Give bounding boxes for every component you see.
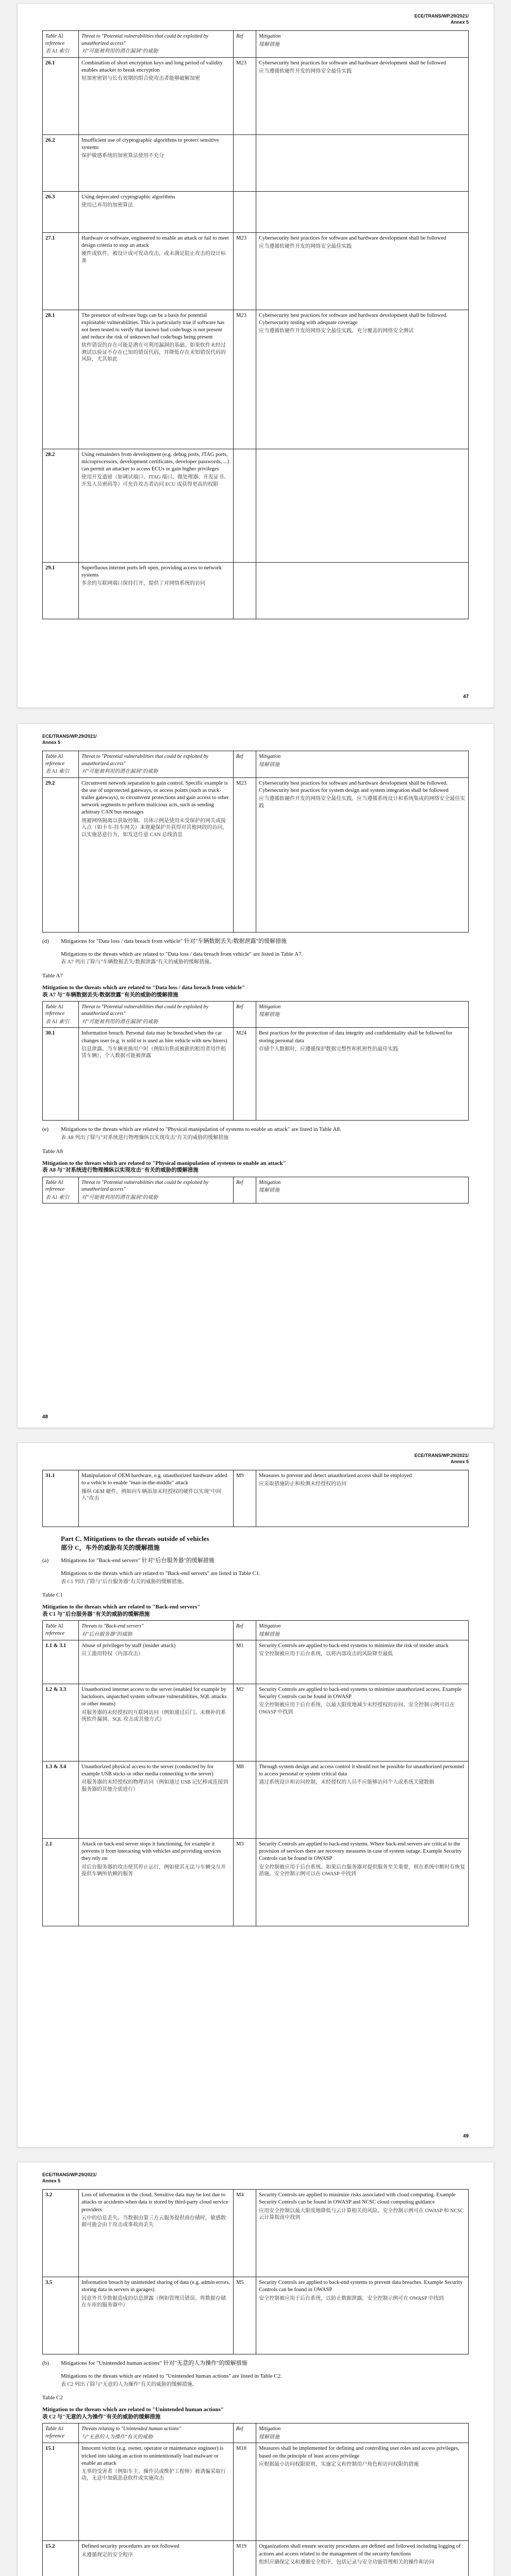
header-threat: Threat to "Potential vulnerabilities that could be exploited by unauthorized access" 对"可能被利用的潜在漏洞"的威胁 [79, 1177, 234, 1204]
row-mitigation: Measures shall be implemented for defining and controlling user roles and access privileges, based on the principle of least access privilege 应根据最小访问权限原则，实施定义和控制用户角色和访问权限的措施 [256, 2443, 469, 2541]
row-threat: Combination of short encryption keys and long period of validity enables attacker to break encryption 短加密密钥与长有效期的组合使攻击者能够破解加密 [79, 57, 234, 134]
table-header-row [43, 31, 469, 58]
row-threat: Attack on back-end server stops it functioning, for example it prevents it from interacting with vehicles and providing services they rely on 对后台服务器的攻击使其停止运行，例如使其无法与车辆交互并提供车辆所依赖的服务 [79, 1839, 234, 1926]
header-mitigation: Mitigation 缓解措施 [256, 2424, 469, 2443]
header-mitigation: Mitigation 缓解措施 [256, 751, 469, 778]
row-threat: Using deprecated cryptographic algorithms 使用已弃用的加密算法 [79, 191, 234, 232]
mitigation-table [42, 1470, 469, 1527]
table-number: Table A8 [42, 1148, 63, 1155]
mitigation-table-c2 [42, 2423, 469, 2576]
section-d-detail [42, 951, 469, 966]
table-row [43, 2443, 469, 2541]
row-ref: 3.5 [43, 2277, 79, 2354]
header-ref: Table A1 reference 表 A1 索引 [43, 31, 79, 58]
header-refno: Ref [234, 1001, 256, 1028]
row-threat: Manipulation of OEM hardware, e.g. unauthorized hardware added to a vehicle to enable "man-in-the-middle" attack 操纵 OEM 硬件，例如向车辆添加未经授权的硬件以实现"中间人"攻击 [79, 1470, 234, 1527]
section-number: (a) [42, 1557, 49, 1564]
table-row [43, 449, 469, 562]
row-ref: 15.2 [43, 2541, 79, 2576]
annex-label: Annex 5 [42, 2178, 61, 2184]
row-mitigation: Security Controls are applied to minimize risks associated with cloud computing. Example Security Controls can be found in OWASP and NCSC cloud computing guidance 应用安全控制以最大限度地降低与云计算相关的风险。安全控制示例可在 OWASP 和 NCSC 云计算指南中找到 [256, 2190, 469, 2277]
row-refno: M4 [234, 2190, 256, 2277]
row-mitigation: Measures to prevent and detect unauthorized access shall be employed 应采取措施防止和检测未经授权的访问 [256, 1470, 469, 1527]
row-mitigation: Cybersecurity best practices for software and hardware development shall be followed. Cybersecurity testing with adequate coverage 应当遵循软硬件开发的网络安全最佳实践。充分覆盖的网络安全测试 [256, 310, 469, 449]
header-threat: Threats relating to "Unintended human actions" 与"无意的人为操作"有关的威胁 [79, 2424, 234, 2443]
row-ref: 2.1 [43, 1839, 79, 1926]
row-refno: M18 [234, 2443, 256, 2541]
row-threat: Innocent victim (e.g. owner, operator or maintenance engineer) is tricked into taking an action to unintentionally load malware or enable an attack 无辜的受害者（例如车主、操作员或维护工程师）被诱骗采取行动，无意中加载恶意软件或实施攻击 [79, 2443, 234, 2541]
header-ref: Table A1 reference 表 A1 索引 [43, 751, 79, 778]
row-mitigation: Security Controls are applied to back-end systems to minimize unauthorized access. Example Security Controls can be found in OWASP 安全控制被应用于后台系统，以最大限度地减少未经授权的访问。安全控制示例可以在 OWASP 中找到 [256, 1684, 469, 1761]
header-threat: Threats to "Back-end servers" 对"后台服务器"的威胁 [79, 1621, 234, 1640]
row-threat: Circumvent network separation to gain control. Specific example is the use of unprotected gateways, or access points (such as truck-trailer gateways), to circumvent protections and gain access to other network segments to perform malicious acts, such as sending arbitrary CAN bus messages 规避网络隔离以获取控制。具体示例是使用未受保护的网关或接入点（如卡车-挂车网关）来规避保护并获得对其他网段的访问，以实施恶意行为，如发送任意 CAN 总线消息 [79, 777, 234, 932]
row-refno: M5 [234, 2277, 256, 2354]
row-ref: 30.1 [43, 1028, 79, 1121]
row-ref: 1.2 & 3.3 [43, 1684, 79, 1761]
header-mitigation: Mitigation 缓解措施 [256, 31, 469, 58]
row-refno: M24 [234, 1028, 256, 1121]
row-ref: 15.1 [43, 2443, 79, 2541]
section-text: Mitigations to the threats which are related to "Unintended human actions" are listed in Table C2. 表 C2 列出了除与"无意的人为操作"有关的威胁的缓解措施。 [61, 2373, 282, 2387]
header-refno: Ref [234, 2424, 256, 2443]
header-threat: Threat to "Potential vulnerabilities that could be exploited by unauthorized access" 对"可能被利用的潜在漏洞"的威胁 [79, 1001, 234, 1028]
row-ref: 1.1 & 3.1 [43, 1640, 79, 1684]
document-page-4 [17, 2162, 494, 2576]
section-d [42, 938, 469, 945]
section-a [42, 1557, 469, 1565]
row-threat: Superfluous internet ports left open, providing access to network systems 多余的互联网端口保持打开，提供了对网络系统的访问 [79, 562, 234, 619]
row-mitigation [256, 562, 469, 619]
row-mitigation: Cybersecurity best practices for software and hardware development shall be followed. Cybersecurity best practices for system design and system integration shall be followed 应当遵循软硬件开发的网络安全最佳实践。应当遵循系统设计和系统集成的网络安全最佳实践 [256, 777, 469, 932]
section-number: (b) [42, 2360, 49, 2367]
table-title: Mitigation to the threats which are related to "Data loss / data breach from vehicle" [42, 984, 245, 991]
table-row [43, 310, 469, 449]
section-indent [42, 951, 61, 966]
row-ref: 26.3 [43, 191, 79, 232]
table-title-cn: 表 A8 与"对系统进行物理操纵以实现攻击"有关的威胁的缓解措施 [42, 1167, 199, 1174]
header-ref: Table A1 reference 表 A1 索引 [43, 1001, 79, 1028]
row-ref: 3.2 [43, 2190, 79, 2277]
section-text: Mitigations for "Data loss / data breach from vehicle" 针对"车辆数据丢失/数据泄露"的缓解措施 [61, 938, 287, 944]
table-number: Table C1 [42, 1592, 63, 1599]
document-page-3 [17, 1443, 494, 2147]
row-refno: M2 [234, 1684, 256, 1761]
row-mitigation: Best practices for the protection of data integrity and confidentiality shall be followed for storing personal data 存储个人数据时，应遵循保护数据完整性和机密性的最佳实践 [256, 1028, 469, 1121]
section-b-detail [42, 2372, 469, 2388]
row-ref: 28.1 [43, 310, 79, 449]
header-refno: Ref [234, 1177, 256, 1204]
row-mitigation: Organizations shall ensure security procedures are defined and followed including logging of actions and access related to the management of the security functions 组织应确保定义和遵循安全程序，包括记录与安全功能管理相关的操作和访问 [256, 2541, 469, 2576]
header-mitigation: Mitigation 缓解措施 [256, 1621, 469, 1640]
row-threat: Unauthorized internet access to the server (enabled for example by backdoors, unpatched system software vulnerabilities, SQL attacks or other means) 对服务器的未经授权的互联网访问（例如通过后门、未修补的系统软件漏洞、SQL 攻击或其他方式） [79, 1684, 234, 1761]
page-number: 48 [42, 1414, 48, 1420]
header-refno: Ref [234, 1621, 256, 1640]
table-title-cn: 表 C2 与"无意的人为操作"有关的威胁的缓解措施 [42, 2414, 161, 2420]
row-refno: M3 [234, 1839, 256, 1926]
table-row [43, 232, 469, 310]
document-code: ECE/TRANS/WP.29/2021/ [42, 734, 97, 739]
row-threat: Unauthorized physical access to the server (conducted by for example USB sticks or other media connecting to the server) 对服务器的未经授权的物理访问（例如通过 USB 记忆棒或连接到服务器的其他介质进行） [79, 1761, 234, 1839]
table-header-row [43, 751, 469, 778]
table-row [43, 134, 469, 191]
table-row [43, 2190, 469, 2277]
table-header-row [43, 2424, 469, 2443]
mitigation-table-a8 [42, 1177, 469, 1204]
row-refno [234, 134, 256, 191]
table-row [43, 1839, 469, 1926]
table-title: Mitigation to the threats which are related to "Back-end servers" [42, 1604, 201, 1611]
row-refno: M8 [234, 1761, 256, 1839]
row-ref: 27.1 [43, 232, 79, 310]
row-threat: Insufficient use of cryptographic algorithms to protect sensitive systems 保护敏感系统的加密算法使用不充分 [79, 134, 234, 191]
row-ref: 1.3 & 3.4 [43, 1761, 79, 1839]
row-refno: M23 [234, 57, 256, 134]
header-refno: Ref [234, 31, 256, 58]
header-mitigation: Mitigation 缓解措施 [256, 1177, 469, 1204]
document-code: ECE/TRANS/WP.29/2021/ [42, 2172, 97, 2177]
row-ref: 26.2 [43, 134, 79, 191]
table-title: Mitigation to the threats which are related to "Unintended human actions" [42, 2406, 224, 2413]
header-ref: Table A1 reference 表 A1 索引 [43, 1177, 79, 1204]
header-ref: Table A1 reference [43, 1621, 79, 1640]
table-row [43, 57, 469, 134]
row-mitigation: Cybersecurity best practices for software and hardware development shall be followed 应当遵循软硬件开发的网络安全最佳实践 [256, 232, 469, 310]
annex-label: Annex 5 [42, 740, 61, 745]
row-mitigation: Security Controls are applied to back-end systems to minimize the risk of insider attack 安全控制被应用于后台系统，以将内部攻击的风险降至最低 [256, 1640, 469, 1684]
section-text: Mitigations for "Unintended human actions" 针对"无意的人为操作"的缓解措施 [61, 2360, 248, 2367]
table-number: Table C2 [42, 2395, 63, 2401]
row-refno: M23 [234, 777, 256, 932]
row-mitigation: Through system design and access control it should not be possible for unauthorized personnel to access personal or system critical data 通过系统设计和访问控制，未经授权的人员不应能够访问个人或系统关键数据 [256, 1761, 469, 1839]
running-header [42, 1452, 469, 1465]
row-refno: M9 [234, 1470, 256, 1527]
table-header-row [43, 1001, 469, 1028]
table-row [43, 191, 469, 232]
row-refno: M23 [234, 310, 256, 449]
header-threat: Threat to "Potential vulnerabilities that could be exploited by unauthorized access" 对"可能被利用的潜在漏洞"的威胁 [79, 751, 234, 778]
table-row [43, 1028, 469, 1121]
document-code: ECE/TRANS/WP.29/2021/ [414, 1453, 469, 1458]
section-text: Mitigations to the threats which are related to "Physical manipulation of systems to enable an attack" are listed in Table A8. 表 A8 列出了除与"对系统进行物理操纵以实现攻击"有关的威胁的缓解措施 [61, 1126, 341, 1141]
mitigation-table [42, 30, 469, 619]
document-page-2 [17, 723, 494, 1428]
running-header [42, 733, 469, 745]
section-indent [42, 2372, 61, 2388]
row-mitigation [256, 134, 469, 191]
mitigation-table-a7 [42, 1001, 469, 1121]
header-ref: Table A1 reference [43, 2424, 79, 2443]
header-refno: Ref [234, 751, 256, 778]
page-number: 49 [463, 2133, 469, 2139]
table-title: Mitigation to the threats which are related to "Physical manipulation of systems to enable an attack" [42, 1160, 286, 1166]
table-row [43, 2541, 469, 2576]
table-row [43, 562, 469, 619]
row-refno: M19 [234, 2541, 256, 2576]
row-refno [234, 191, 256, 232]
table-row [43, 1470, 469, 1527]
table-row [43, 2277, 469, 2354]
row-ref: 28.2 [43, 449, 79, 562]
header-mitigation: Mitigation 缓解措施 [256, 1001, 469, 1028]
mitigation-table-c1 [42, 1620, 469, 1926]
row-mitigation [256, 449, 469, 562]
mitigation-table [42, 751, 469, 933]
row-threat: Information breach. Personal data may be breached when the car changes user (e.g. is sold or is used as hire vehicle with new hirers) 信息泄露。当车辆更换用户时（例如出售或被新的租用者用作租赁车辆），个人数据可能被泄露 [79, 1028, 234, 1121]
row-threat: Information breach by unintended sharing of data (e.g. admin errors, storing data in servers in garages) 因意外共享数据造成的信息泄露（例如管理员错误、将数据存储在车库的服务器中） [79, 2277, 234, 2354]
row-ref: 31.1 [43, 1470, 79, 1527]
row-mitigation [256, 191, 469, 232]
document-page-1 [17, 3, 494, 708]
row-refno [234, 449, 256, 562]
row-refno [234, 562, 256, 619]
row-refno: M1 [234, 1640, 256, 1684]
section-e [42, 1126, 469, 1141]
row-threat: The presence of software bugs can be a basis for potential exploitable vulnerabilities. This is particularly true if software has not been tested to verify that known bad code/bugs is not present and reduce the risk of unknown bad code/bugs being present 软件错误的存在可能是潜在可利用漏洞的基础。如果软件未经过测试以验证不存在已知的错误代码，并降低存在未知错误代码的风险，尤其如此 [79, 310, 234, 449]
table-number: Table A7 [42, 972, 63, 979]
section-number: (e) [42, 1126, 49, 1133]
annex-label: Annex 5 [450, 20, 469, 25]
row-threat: Using remainders from development (e.g. debug ports, JTAG ports, microprocessors, development certificates, developer passwords, ...) can permit an attacker to access ECUs or gain higher privileges 使用开发遗留（如调试端口、JTAG 端口、微处理器、开发证书、开发人员密码等）可允许攻击者访问 ECU 或获得更高的权限 [79, 449, 234, 562]
part-c-heading: Part C. Mitigations to the threats outside of vehicles 部分 C，车外的威胁有关的缓解措施 [61, 1535, 209, 1551]
running-header [42, 2172, 469, 2184]
section-indent [42, 1570, 61, 1585]
row-threat: Hardware or software, engineered to enable an attack or fail to meet design criteria to stop an attack 硬件或软件，被设计成可发动攻击，或未满足阻止攻击的设计标准 [79, 232, 234, 310]
table-title-cn: 表 A7 与"车辆数据丢失/数据泄露"有关的威胁的缓解措施 [42, 992, 178, 998]
row-ref: 26.1 [43, 57, 79, 134]
table-row [43, 1640, 469, 1684]
table-row [43, 777, 469, 932]
section-number: (d) [42, 938, 49, 944]
section-text: Mitigations to the threats which are related to "Data loss / data breach from vehicle" are listed in Table A7. 表 A7 列出了除与"车辆数据丢失/数据泄露"有关的威胁的缓解措施。 [61, 951, 303, 965]
row-mitigation: Security Controls are applied to back-end systems to prevent data breaches. Example Security Controls can be found in OWASP 安全控制被应用于后台系统，以防止数据泄露。安全控制示例可在 OWASP 中找到 [256, 2277, 469, 2354]
row-threat: Loss of information in the cloud. Sensitive data may be lost due to attacks or accidents when data is stored by third-party cloud service providers 云中的信息丢失。当数据由第三方云服务提供商存储时，敏感数据可能会由于攻击或事故而丢失 [79, 2190, 234, 2277]
row-mitigation: Security Controls are applied to back-end systems. Where back-end servers are critical to the provision of services there are recovery measures in case of system outage. Example Security Controls can be found in OWASP 安全控制被应用于后台系统。如果后台服务器对提供服务至关重要，则在系统中断时有恢复措施。安全控制示例可以在 OWASP 中找到 [256, 1839, 469, 1926]
document-code: ECE/TRANS/WP.29/2021/ [414, 13, 469, 19]
row-threat: Defined security procedures are not followed 未遵循规定的安全程序 [79, 2541, 234, 2576]
table-title-cn: 表 C1 与"后台服务器"有关的威胁的缓解措施 [42, 1611, 150, 1617]
table-row [43, 1684, 469, 1761]
row-refno: M23 [234, 232, 256, 310]
header-threat: Threat to "Potential vulnerabilities that could be exploited by unauthorized access" 对"可能被利用的潜在漏洞"的威胁 [79, 31, 234, 58]
section-text: Mitigations for "Back-end servers" 针对"后台服务器"的缓解措施 [61, 1557, 215, 1564]
row-threat: Abuse of privileges by staff (insider attack) 员工滥用特权（内部攻击） [79, 1640, 234, 1684]
row-ref: 29.1 [43, 562, 79, 619]
table-row [43, 1761, 469, 1839]
section-a-detail [42, 1570, 469, 1585]
table-header-row [43, 1621, 469, 1640]
section-text: Mitigations to the threats which are related to "Back-end servers" are listed in Table C1. 表 C1 列出了除与"后台服务器"有关的威胁的缓解措施。 [61, 1570, 261, 1585]
row-mitigation: Cybersecurity best practices for software and hardware development shall be followed 应当遵循软硬件开发的网络安全最佳实践 [256, 57, 469, 134]
mitigation-table [42, 2189, 469, 2354]
annex-label: Annex 5 [450, 1459, 469, 1465]
running-header [42, 13, 469, 25]
page-number: 47 [463, 693, 469, 700]
row-ref: 29.2 [43, 777, 79, 932]
table-header-row [43, 1177, 469, 1204]
section-b [42, 2360, 469, 2367]
